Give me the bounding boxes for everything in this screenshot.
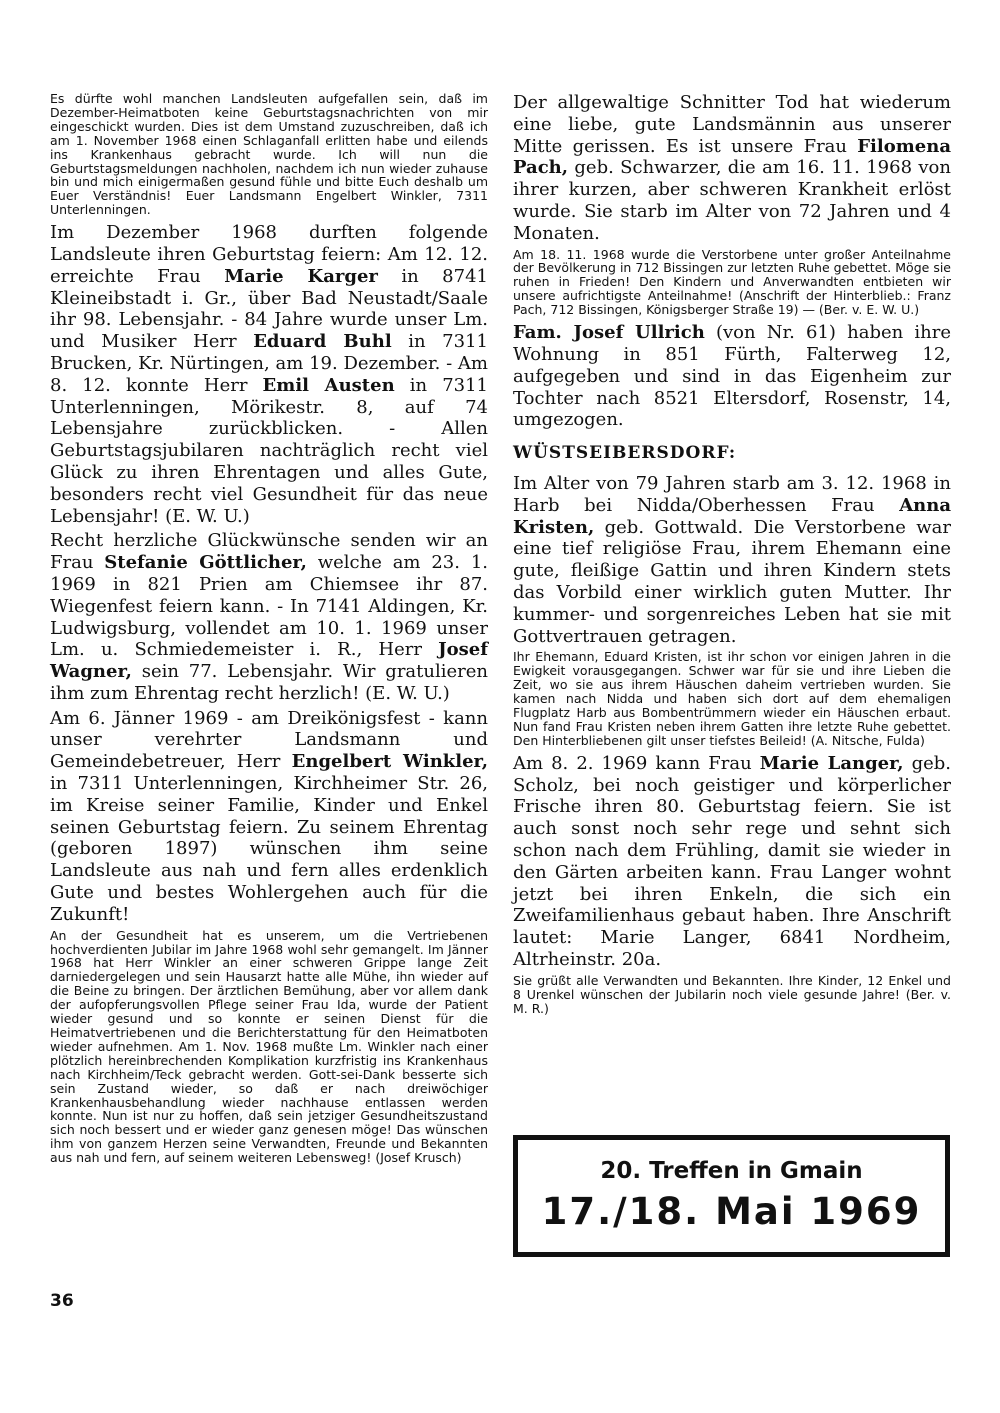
- obituary-paragraph-kristen: Im Alter von 79 Jahren starb am 3. 12. 1968 in Harb bei Nidda/Oberhessen Frau Anna Kristen, geb. Gottwald. Die Verstorbene war eine tief religiöse Frau, ihrem Ehemann eine gute, fleißige Gattin und ihren Kindern stets das Vorbild einer wirklich guten Mutter. Ihr kummer- und sorgenreiches Leben hat sie mit Gottvertrauen getragen.: [513, 473, 951, 647]
- meeting-announcement-box: [513, 1135, 950, 1257]
- section-heading-wuestseibersdorf: WÜSTSEIBERSDORF:: [513, 443, 737, 464]
- moving-paragraph-ullrich: Fam. Josef Ullrich (von Nr. 61) haben ihre Wohnung in 851 Fürth, Falterweg 12, aufgegeben und sind in das Eigenheim zur Tochter nach 8521 Eltersdorf, Rosenstr, 14, umgezogen.: [513, 322, 951, 431]
- funeral-paragraph-pach: Am 18. 11. 1968 wurde die Verstorbene unter großer Anteilnahme der Bevölkerung in 712 Bissingen zur letzten Ruhe gebettet. Möge sie ruhen in Frieden! Den Kindern und Anverwandten entbieten wir unsere aufrichtigste Anteilnahme! (Anschrift der Hinterblieb.: Franz Pach, 712 Bissingen, Königsberger Straße 19) — (Ber. v. E. W. U.): [513, 246, 951, 318]
- health-paragraph: An der Gesundheit hat es unserem, um die Vertriebenen hochverdienten Jubilar im Jahre 1968 wohl sehr gemangelt. Im Jänner 1968 hat Herr Winkler an einer schweren Grippe lange Zeit darniedergelegen und sein Hausarzt hatte alle Mühe, ihn wieder auf die Beine zu bringen. Der ärztlichen Bemühung, aber vor allem dank der aufopferungsvollen Pflege seiner Frau Ida, wurde der Patient wieder gesund und so konnte er seinen Dienst für die Heimatvertriebenen und die Berichterstattung für den Heimatboten wieder aufnehmen. Am 1. Nov. 1968 mußte Lm. Winkler nach einer plötzlich hereinbrechenden Komplikation kurzfristig ins Krankenhaus nach Kirchheim/Teck gebracht werden. Gott-sei-Dank besserte sich sein Zustand wieder, so daß er nach dreiwöchiger Krankenhausbehandlung wieder nachhause entlassen werden konnte. Nun ist nur zu hoffen, daß sein jetziger Gesundheitszustand sich noch bessert und er wieder ganz genesen möge! Das wünschen ihm von ganzem Herzen seine Verwandten, Freunde und Bekannten aus nah und fern, auf seinem weiteren Lebensweg! (Josef Krusch): [50, 927, 488, 1166]
- notice-paragraph: Es dürfte wohl manchen Landsleuten aufgefallen sein, daß im Dezember-Heimatboten keine Geburtstagsnachrichten von mir eingeschickt wurden. Dies ist dem Umstand zuzuschreiben, daß ich am 1. November 1968 einen Schlaganfall erlitten habe und eilends ins Krankenhaus gebracht wurde. Ich will nun die Geburtstagsmeldungen nachholen, nachdem ich nun wieder zuhause bin und mich einigermaßen gesund fühle und bitte Euch deshalb um Euer Verständnis! Euer Landsmann Engelbert Winkler, 7311 Unterlenningen.: [50, 91, 488, 218]
- birthday-paragraph-langer: Am 8. 2. 1969 kann Frau Marie Langer, geb. Scholz, bei noch geistiger und körperlicher Frische ihren 80. Geburtstag feiern. Sie ist auch sonst noch sehr rege und sehnt sich schon nach dem Frühling, damit sie wieder in den Gärten arbeiten kann. Frau Langer wohnt jetzt bei ihren Enkeln, die sich ein Zweifamilienhaus gebaut haben. Ihre Anschrift lautet: Marie Langer, 6841 Nordheim, Altrheinstr. 20a.: [513, 752, 952, 970]
- birthday-paragraph-december: Im Dezember 1968 durften folgende Landsleute ihren Geburtstag feiern: Am 12. 12. erreichte Frau Marie Karger in 8741 Kleineibstadt i. Gr., über Bad Neustadt/Saale ihr 98. Lebensjahr. - 84 Jahre wurde unser Lm. und Musiker Herr Eduard Buhl in 7311 Brucken, Kr. Nürtingen, am 19. Dezember. - Am 8. 12. konnte Herr Emil Austen in 7311 Unterlenningen, Mörikestr. 8, auf 74 Lebensjahre zurückblicken. - Allen Geburtstagsjubilaren nachträglich recht viel Glück zu ihren Ehrentagen und alles Gute, besonders recht viel Gesundheit für das neue Lebensjahr! (E. W. U.): [50, 222, 489, 527]
- right-column: [513, 92, 951, 1021]
- obituary-paragraph-pach: Der allgewaltige Schnitter Tod hat wiederum eine liebe, gute Landsmännin aus unserer Mitte gerissen. Es ist unsere Frau Filomena Pach, geb. Schwarzer, die am 16. 11. 1968 von ihrer kurzen, aber schweren Krankheit erlöst wurde. Sie starb im Alter von 72 Jahren und 4 Monaten.: [513, 92, 951, 244]
- name-josef-ullrich: Fam. Josef Ullrich: [513, 322, 705, 344]
- meeting-title: 20. Treffen in Gmain: [600, 1158, 863, 1184]
- name-marie-langer: Marie Langer,: [759, 752, 904, 774]
- name-marie-karger: Marie Karger: [224, 265, 378, 287]
- kristen-family-paragraph: Ihr Ehemann, Eduard Kristen, ist ihr schon vor einigen Jahren in die Ewigkeit vorausgegangen. Schwer war für sie und ihre Lieben die Zeit, wo sie aus ihrem Häuschen daheim vertrieben wurden. Sie kamen nach Nidda und haben sich dort auf dem ehemaligen Flugplatz Harb aus Bombentrümmern wieder ein Häuschen erbaut. Nun fand Frau Kristen neben ihrem Gatten ihre letzte Ruhe gebettet. Den Hinterbliebenen gilt unser tiefstes Beileid! (A. Nitsche, Fulda): [513, 649, 951, 748]
- langer-greetings-paragraph: Sie grüßt alle Verwandten und Bekannten. Ihre Kinder, 12 Enkel und 8 Urenkel wünschen der Jubilarin noch viele gesunde Jahre! (Ber. v. M. R.): [513, 972, 951, 1016]
- name-eduard-buhl: Eduard Buhl: [253, 331, 392, 353]
- name-anna-kristen: Anna Kristen,: [513, 494, 951, 538]
- name-emil-austen: Emil Austen: [262, 374, 395, 396]
- name-engelbert-winkler: Engelbert Winkler,: [291, 751, 488, 773]
- page-number: 36: [50, 1291, 74, 1311]
- name-stefanie-goettlicher: Stefanie Göttlicher,: [104, 552, 307, 574]
- name-josef-wagner: Josef Wagner,: [50, 639, 488, 683]
- meeting-date: 17./18. Mai 1969: [541, 1190, 922, 1233]
- birthday-paragraph-greetings: Recht herzliche Glückwünsche senden wir an Frau Stefanie Göttlicher, welche am 23. 1. 1969 in 821 Prien am Chiemsee ihr 87. Wiegenfest feiern kann. - In 7141 Aldingen, Kr. Ludwigsburg, vollendet am 10. 1. 1969 unser Lm. u. Schmiedemeister i. R., Herr Josef Wagner, sein 77. Lebensjahr. Wir gratulieren ihm zum Ehrentag recht herzlich! (E. W. U.): [50, 530, 489, 704]
- left-column: [50, 92, 488, 1170]
- name-filomena-pach: Filomena Pach,: [513, 135, 951, 179]
- birthday-paragraph-winkler: Am 6. Jänner 1969 - am Dreikönigsfest - kann unser verehrter Landsmann und Gemeindebetreuer, Herr Engelbert Winkler, in 7311 Unterlenningen, Kirchheimer Str. 26, im Kreise seiner Familie, Kinder und Enkel seinen Geburtstag feiern. Zu seinem Ehrentag (geboren 1897) wünschen ihm seine Landsleute aus nah und fern alles erdenklich Gute und bestes Wohlergehen auch für die Zukunft!: [50, 707, 488, 925]
